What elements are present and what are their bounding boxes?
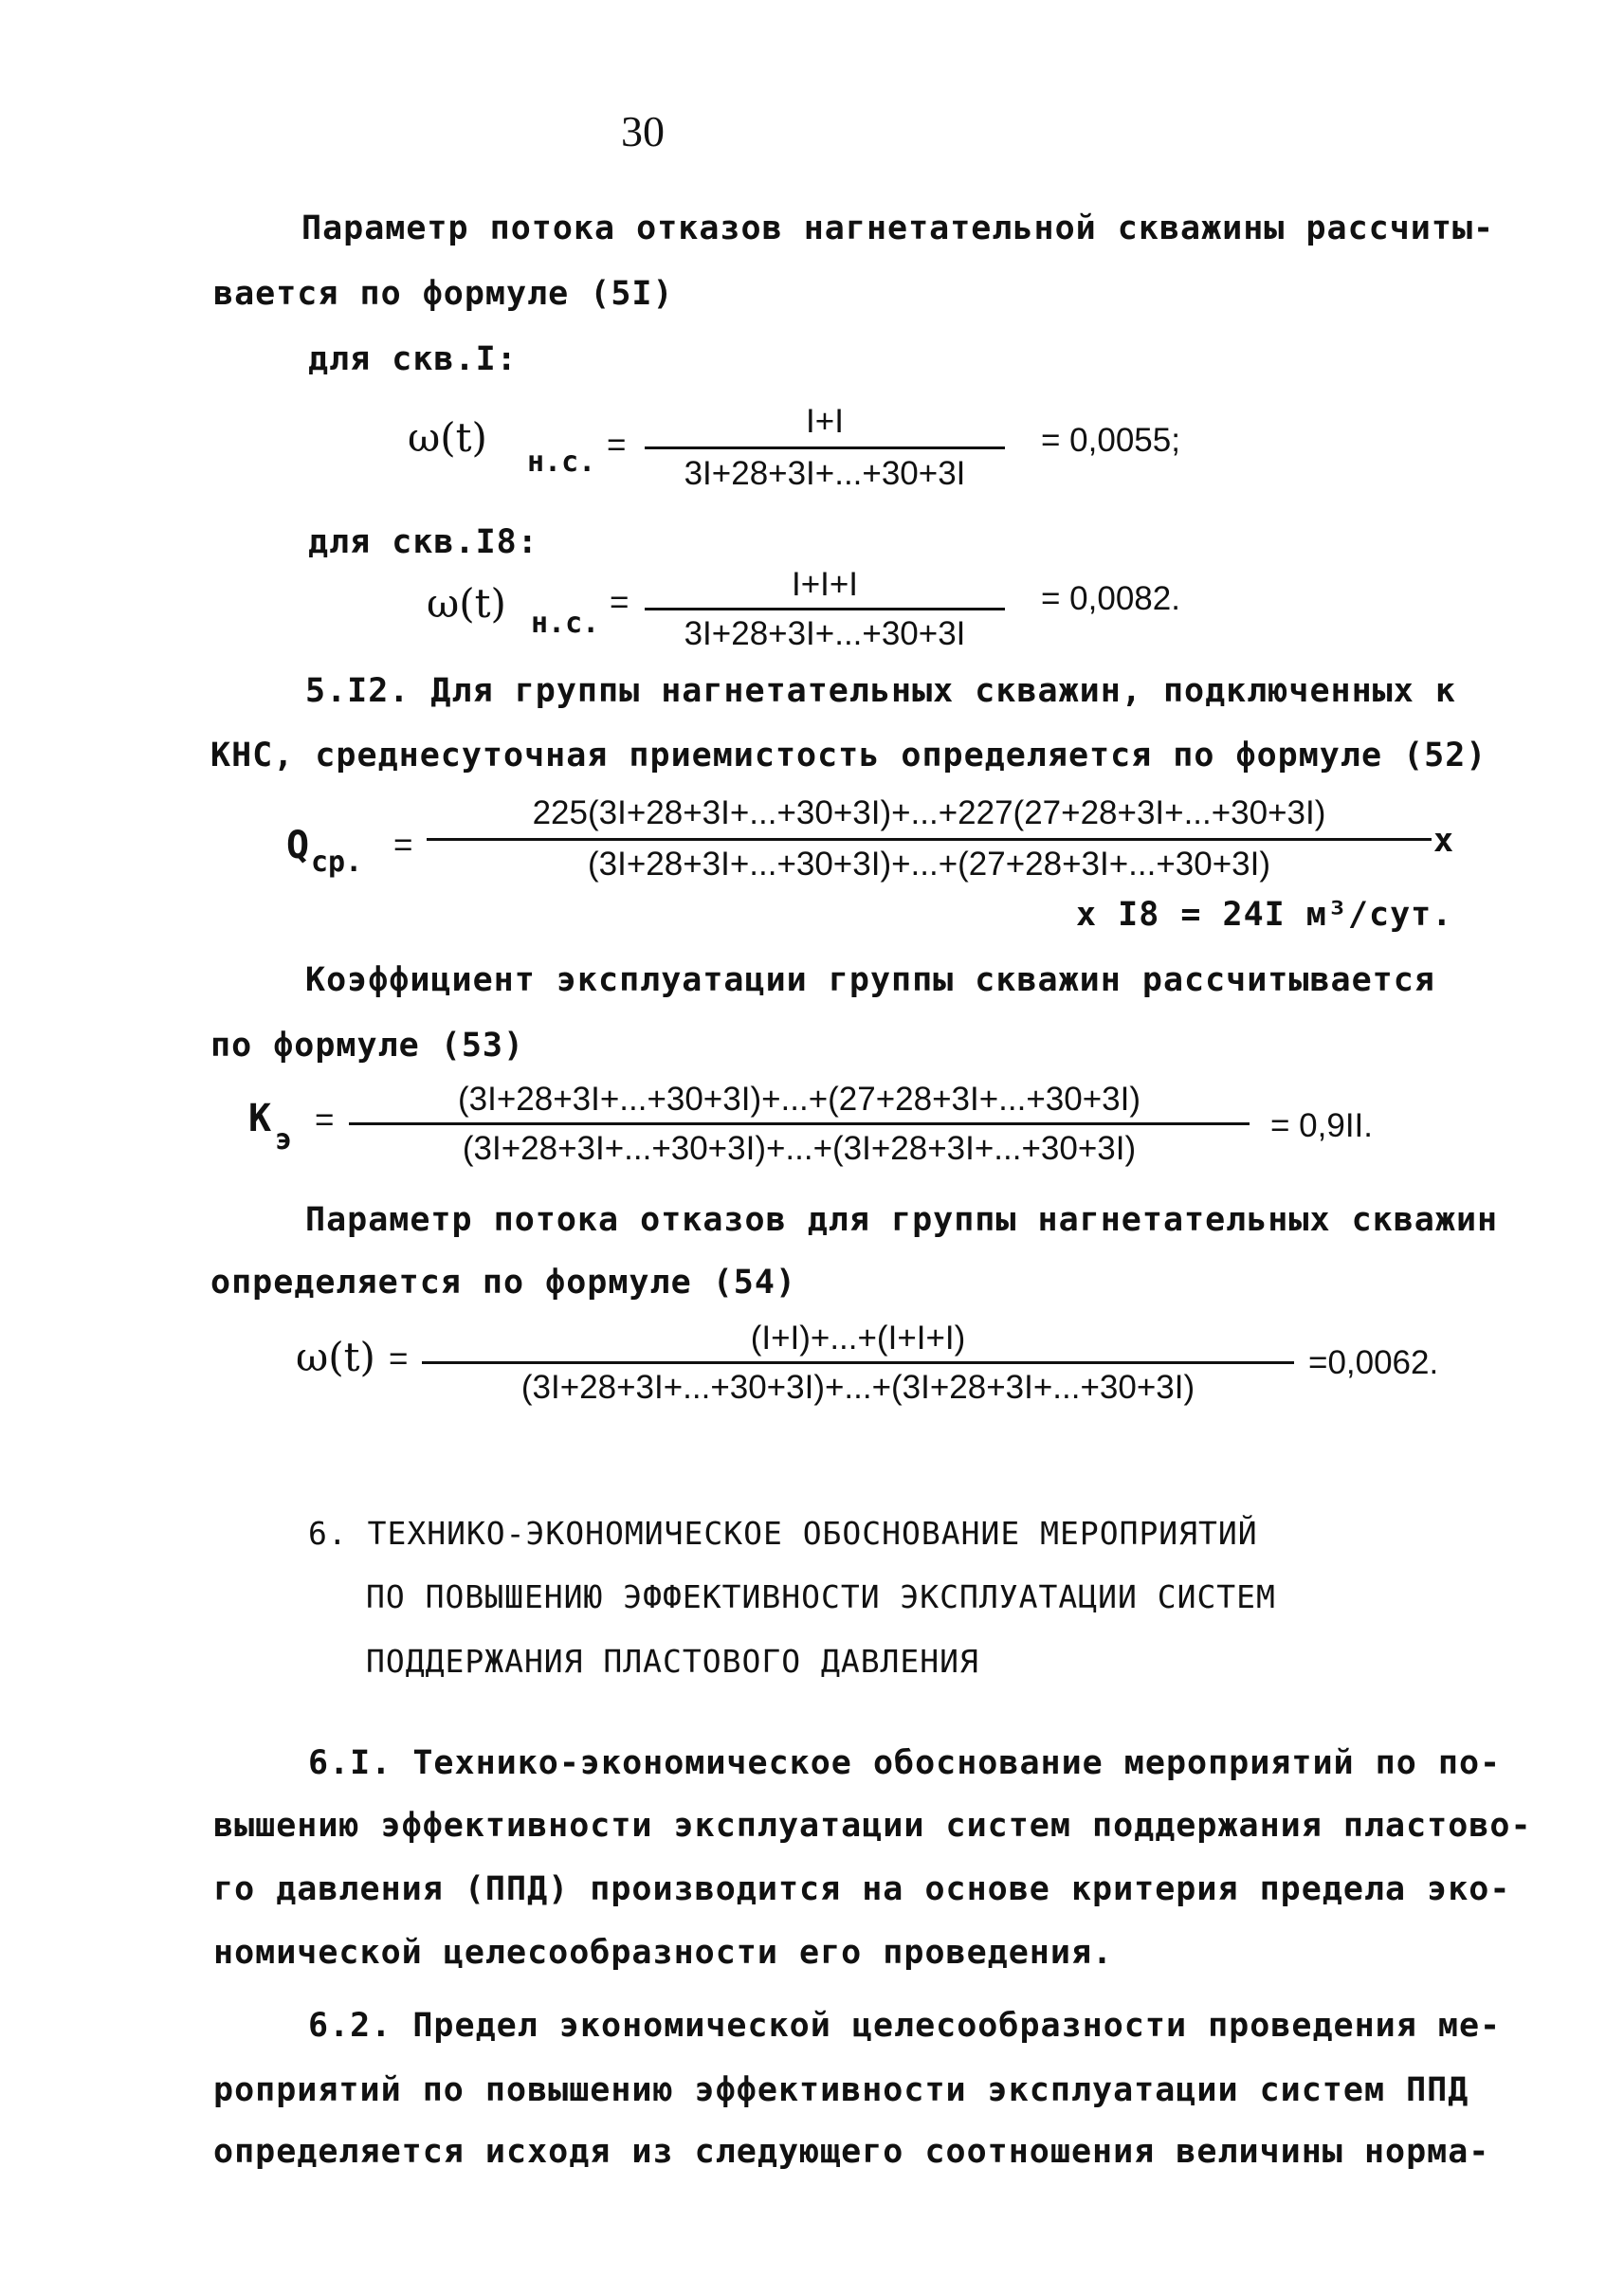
fraction-bar [645,446,1005,449]
paragraph-line: КНС, среднесуточная приемистость определяется по формуле (52) [210,737,1487,774]
denominator: 3I+28+3I+...+30+3I [684,455,966,492]
subscript: ср. [311,846,363,879]
equals-sign: = [315,1102,335,1138]
paragraph-line: 5.I2. Для группы нагнетательных скважин, подключенных к [305,672,1456,710]
paragraph-line: роприятий по повышению эффективности эксплуатации систем ППД [213,2071,1469,2109]
omega-symbol: ω(t) [296,1334,375,1380]
paragraph-line: Параметр потока отказов нагнетательной скважины рассчиты- [301,209,1495,247]
fraction-bar [349,1122,1250,1125]
numerator: I+I [806,403,844,440]
fraction [422,1320,1294,1414]
equals-sign: = [389,1340,409,1377]
times-sign: x [1433,822,1455,860]
result-value: =0,0062. [1308,1344,1439,1381]
k-symbol: K [248,1097,273,1140]
fraction [349,1081,1250,1175]
numerator: (I+I)+...+(I+I+I) [750,1320,966,1357]
denominator: (3I+28+3I+...+30+3I)+...+(27+28+3I+...+30+3I) [587,846,1270,883]
numerator: 225(3I+28+3I+...+30+3I)+...+227(27+28+3I+...+30+3I) [532,794,1326,831]
result-value: = 0,9II. [1270,1107,1373,1144]
section-heading: ПО ПОВЫШЕНИЮ ЭФФЕКТИВНОСТИ ЭКСПЛУАТАЦИИ СИСТЕМ [366,1578,1276,1615]
fraction-bar [422,1361,1294,1364]
equals-sign: = [610,584,630,621]
denominator: 3I+28+3I+...+30+3I [684,615,966,652]
page-number: 30 [621,107,665,155]
paragraph-line: вается по формуле (5I) [213,275,674,313]
section-heading: 6. ТЕХНИКО-ЭКОНОМИЧЕСКОЕ ОБОСНОВАНИЕ МЕРОПРИЯТИЙ [308,1515,1258,1552]
fraction [645,566,1005,661]
paragraph-line: 6.I. Технико-экономическое обоснование мероприятий по по- [308,1744,1502,1782]
result-value: = 0,0082. [1041,580,1180,617]
paragraph-line: го давления (ППД) производится на основе критерия предела эко- [213,1870,1511,1908]
fraction-bar [645,608,1005,610]
omega-symbol: ω(t) [408,414,487,461]
paragraph-line: вышению эффективности эксплуатации систем поддержания пластово- [213,1807,1532,1845]
paragraph-line: номической целесообразности его проведения. [213,1934,1114,1972]
denominator: (3I+28+3I+...+30+3I)+...+(3I+28+3I+...+30+3I) [462,1130,1137,1167]
omega-symbol: ω(t) [427,580,506,627]
subscript: н.с. [531,607,600,640]
fraction [427,794,1432,889]
paragraph-line: Параметр потока отказов для группы нагнетательных скважин [305,1201,1499,1239]
paragraph-line: 6.2. Предел экономической целесообразности проведения ме- [308,2007,1502,2045]
equals-sign: = [393,827,413,864]
q-symbol: Q [286,824,311,867]
formula-continuation: x I8 = 24I м³/сут. [1076,896,1453,934]
well-label: для скв.I: [308,340,518,378]
result-value: = 0,0055; [1041,422,1180,459]
subscript: э [275,1123,293,1157]
subscript: н.с. [527,446,596,479]
equals-sign: = [607,427,627,464]
fraction [645,403,1005,498]
paragraph-line: определяется по формуле (54) [210,1264,797,1302]
paragraph-line: по формуле (53) [210,1027,525,1065]
paragraph-line: Коэффициент эксплуатации группы скважин рассчитывается [305,961,1435,999]
numerator: I+I+I [791,566,859,603]
fraction-bar [427,838,1432,841]
well-label: для скв.I8: [308,523,538,561]
denominator: (3I+28+3I+...+30+3I)+...+(3I+28+3I+...+30+3I) [520,1369,1195,1406]
numerator: (3I+28+3I+...+30+3I)+...+(27+28+3I+...+30+3I) [457,1081,1140,1118]
section-heading: ПОДДЕРЖАНИЯ ПЛАСТОВОГО ДАВЛЕНИЯ [366,1643,979,1680]
paragraph-line: определяется исходя из следующего соотношения величины норма- [213,2133,1490,2171]
